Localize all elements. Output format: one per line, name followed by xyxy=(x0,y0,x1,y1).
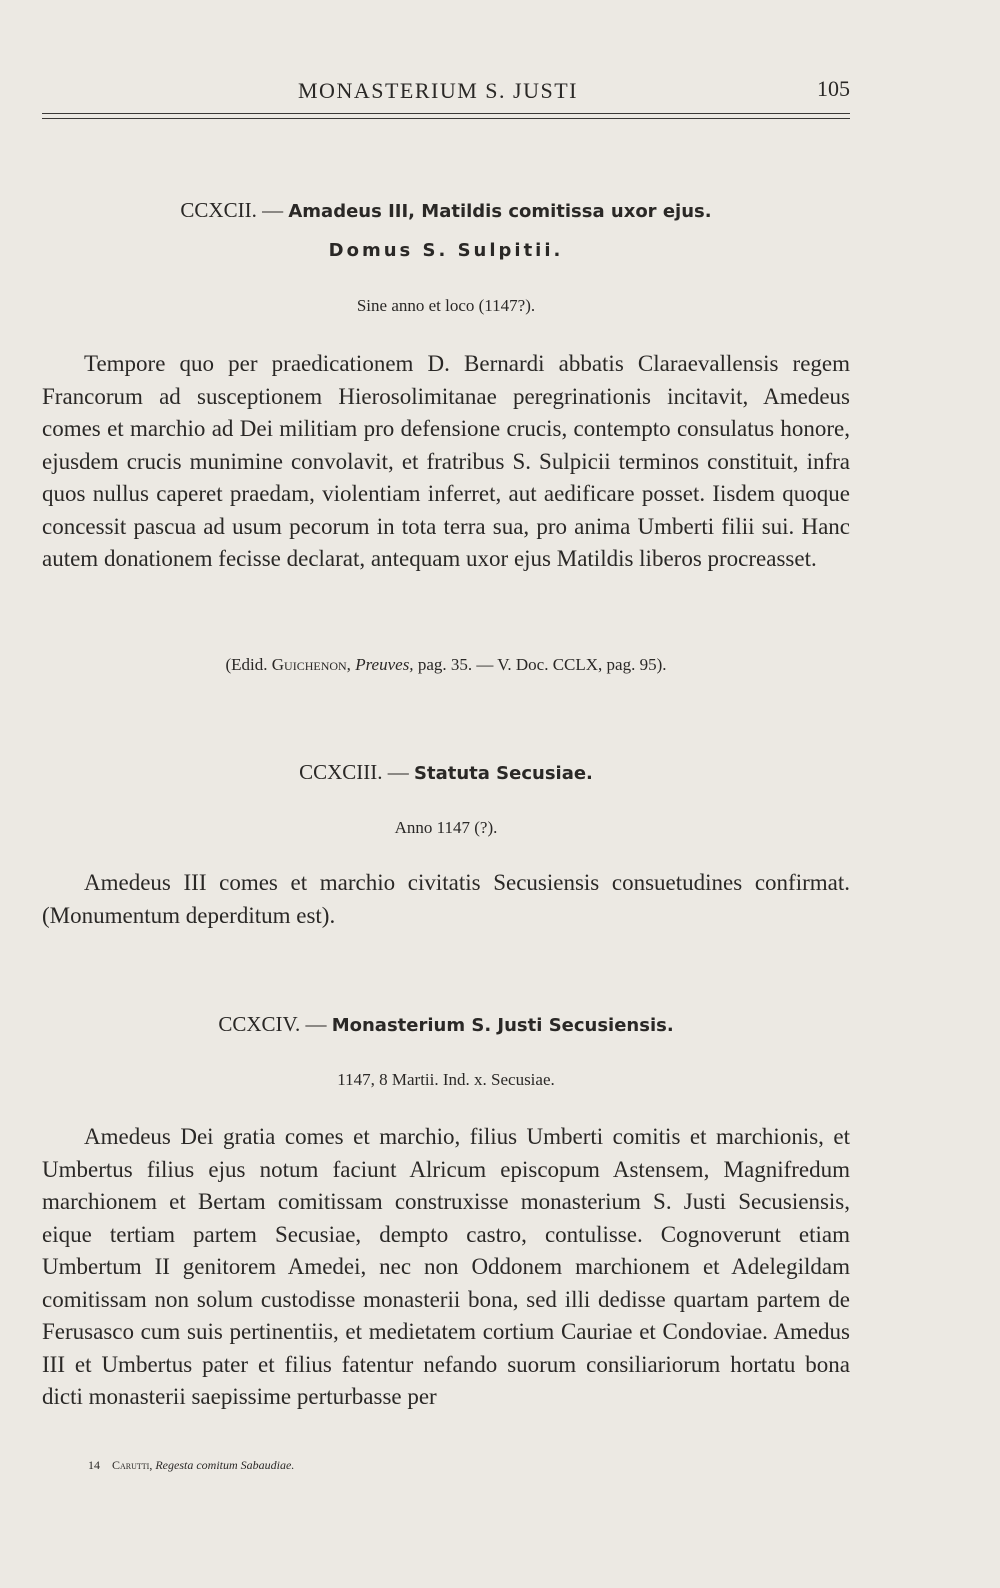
edid-prefix: (Edid. xyxy=(225,655,268,674)
edid-rest: pag. 35. — V. Doc. CCLX, pag. 95). xyxy=(417,655,667,674)
doc-summary-text: Tempore quo per praedicationem D. Bernardi abbatis Claraevallensis regem Francorum ad susceptionem Hierosolimitanae peregrinationis incitavit, Amedeus comes et marchio ad Dei militiam pro defensione crucis, contempto consulatus honore, ejusdem crucis munimine convolavit, et fratribus S. Sulpicii terminos constituit, infra quos nullus caperet praedam, violentiam inferret, aut aedificare posset. Iisdem quoque concessit pascua ad usum pecorum in tota terra sua, pro anima Umberti filii sui. Hanc autem donationem fecisse declarat, antequam uxor ejus Matildis liberos procreasset. xyxy=(42,351,850,571)
doc-title: Statuta Secusiae. xyxy=(414,763,593,784)
signature-number: 14 xyxy=(88,1458,100,1472)
doc-summary-text: Amedeus Dei gratia comes et marchio, filius Umberti comitis et marchionis, et Umbertus filius ejus notum faciunt Alricum episcopum Astensem, Magnifredum marchionem et Bertam comitissam construxisse monasterium S. Justi Secusiensis, eique tertiam partem Secusiae, dempto castro, contulisse. Cognoverunt etiam Umbertum II genitorem Amedei, nec non Oddonem marchionem et Adelegildam comitissam non solum custodisse monasterii bona, sed illi dedisse quartam partem de Ferusasco cum suis pertinentiis, et medietatem cortium Cauriae et Condoviae. Amedus III et Umbertus pater et filius fatentur nefando suorum consiliariorum hortatu bona dicti monasterii saepissime perturbasse per xyxy=(42,1124,850,1409)
doc-number: CCXCIII. — xyxy=(299,760,409,784)
doc-date: 1147, 8 Martii. Ind. x. Secusiae. xyxy=(337,1070,555,1089)
printer-signature xyxy=(88,1458,294,1473)
doc-date: Sine anno et loco (1147?). xyxy=(356,296,536,315)
header-rule xyxy=(42,113,850,114)
doc-heading-ccxciv xyxy=(42,1012,850,1037)
doc-subtitle-line xyxy=(42,240,850,261)
doc-title: Monasterium S. Justi Secusiensis. xyxy=(331,1015,674,1036)
doc-heading-ccxciii xyxy=(42,760,850,785)
edition-reference xyxy=(42,655,850,675)
edid-work: Preuves, xyxy=(355,655,414,674)
doc-title: Amadeus III, Matildis comitissa uxor ejus. xyxy=(288,201,712,222)
doc-heading-ccxcii xyxy=(42,198,850,223)
page-number: 105 xyxy=(817,76,850,101)
running-title: MONASTERIUM S. JUSTI xyxy=(298,78,578,103)
doc-summary-text: Amedeus III comes et marchio civitatis Secusiensis consuetudines confirmat. (Monumentum deperditum est). xyxy=(42,870,850,928)
doc-subtitle: Domus S. Sulpitii. xyxy=(328,240,564,261)
signature-author: Carutti, xyxy=(112,1458,153,1472)
doc-number: CCXCII. — xyxy=(180,198,284,222)
header-rule-thin xyxy=(42,118,850,119)
doc-date: Anno 1147 (?). xyxy=(394,818,498,837)
signature-work: Regesta comitum Sabaudiae. xyxy=(155,1458,295,1472)
edid-author: Guichenon, xyxy=(271,655,351,674)
doc-number: CCXCIV. — xyxy=(218,1012,327,1036)
